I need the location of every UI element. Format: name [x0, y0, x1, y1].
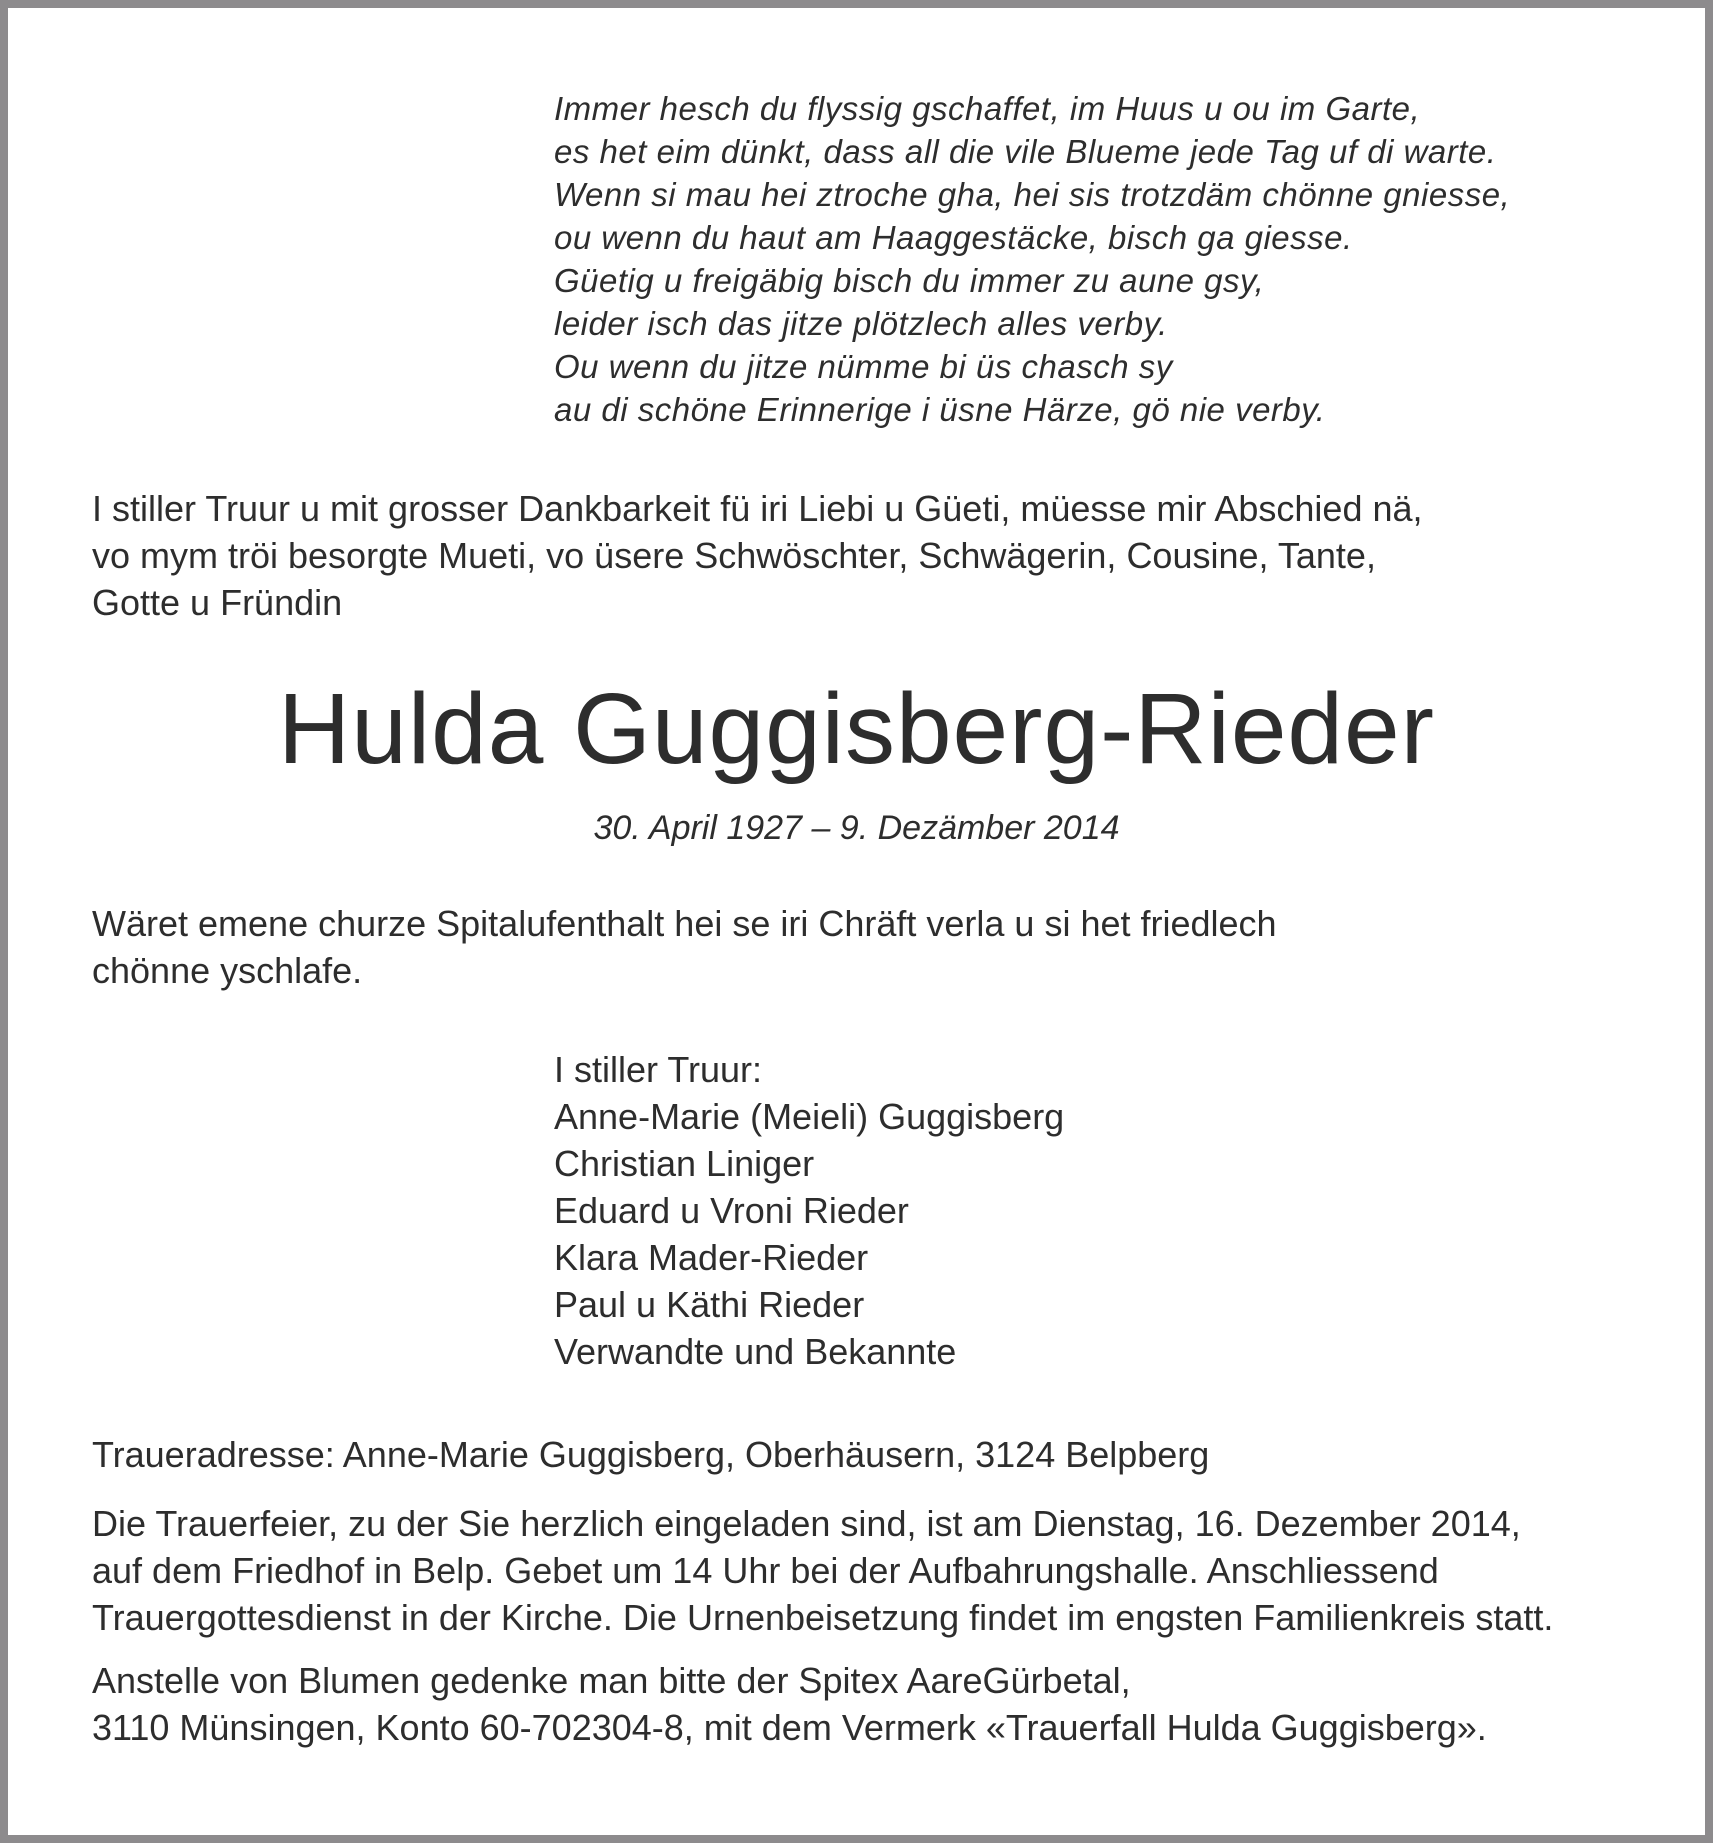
mourner-name: Klara Mader-Rieder: [554, 1237, 869, 1278]
poem-line: Güetig u freigäbig bisch du immer zu aune gsy,: [554, 262, 1265, 299]
donation-info-line: Anstelle von Blumen gedenke man bitte der Spitex AareGürbetal,: [92, 1660, 1131, 1701]
life-dates: 30. April 1927 – 9. Dezämber 2014: [593, 809, 1120, 847]
donation-info-line: 3110 Münsingen, Konto 60-702304-8, mit dem Vermerk «Trauerfall Hulda Guggisberg».: [92, 1707, 1487, 1748]
intro-line: Gotte u Fründin: [92, 582, 343, 623]
poem-line: Ou wenn du jitze nümme bi üs chasch sy: [554, 348, 1173, 385]
poem-line: au di schöne Erinnerige i üsne Härze, gö nie verby.: [554, 391, 1326, 428]
mourners-heading: I stiller Truur:: [554, 1049, 763, 1090]
mourner-name: Verwandte und Bekannte: [554, 1331, 957, 1372]
intro-line: I stiller Truur u mit grosser Dankbarkeit fü iri Liebi u Güeti, müesse mir Abschied nä,: [92, 488, 1423, 529]
funeral-info-line: Trauergottesdienst in der Kirche. Die Urnenbeisetzung findet im engsten Familienkreis statt.: [92, 1597, 1554, 1638]
passing-line: Wäret emene churze Spitalufenthalt hei se iri Chräft verla u si het friedlech: [92, 903, 1277, 944]
deceased-name: Hulda Guggisberg-Rieder: [278, 673, 1435, 785]
poem-line: Wenn si mau hei ztroche gha, hei sis trotzdäm chönne gniesse,: [554, 176, 1511, 213]
poem-line: Immer hesch du flyssig gschaffet, im Huus u ou im Garte,: [554, 90, 1421, 127]
funeral-information: [92, 1500, 1705, 1641]
mourner-name: Paul u Käthi Rieder: [554, 1284, 865, 1325]
funeral-info-line: auf dem Friedhof in Belp. Gebet um 14 Uhr bei der Aufbahrungshalle. Anschliessend: [92, 1550, 1439, 1591]
poem-line: ou wenn du haut am Haaggestäcke, bisch ga giesse.: [554, 219, 1353, 256]
mourners-list: [554, 1046, 1705, 1375]
deceased-title-block: [8, 672, 1705, 850]
mourning-address: [92, 1431, 1705, 1478]
intro-line: vo mym tröi besorgte Mueti, vo üsere Schwöschter, Schwägerin, Cousine, Tante,: [92, 535, 1376, 576]
poem-line: leider isch das jitze plötzlech alles verby.: [554, 305, 1168, 342]
mourning-address-text: Traueradresse: Anne-Marie Guggisberg, Oberhäusern, 3124 Belpberg: [92, 1434, 1210, 1475]
passing-note: [92, 900, 1705, 994]
announcement-intro: [92, 485, 1705, 626]
mourner-name: Eduard u Vroni Rieder: [554, 1190, 909, 1231]
passing-line: chönne yschlafe.: [92, 950, 363, 991]
donation-information: [92, 1657, 1705, 1751]
memorial-poem: [554, 87, 1705, 431]
mourner-name: Christian Liniger: [554, 1143, 815, 1184]
mourner-name: Anne-Marie (Meieli) Guggisberg: [554, 1096, 1065, 1137]
poem-line: es het eim dünkt, dass all die vile Blueme jede Tag uf di warte.: [554, 133, 1497, 170]
funeral-info-line: Die Trauerfeier, zu der Sie herzlich eingeladen sind, ist am Dienstag, 16. Dezember 2014,: [92, 1503, 1521, 1544]
